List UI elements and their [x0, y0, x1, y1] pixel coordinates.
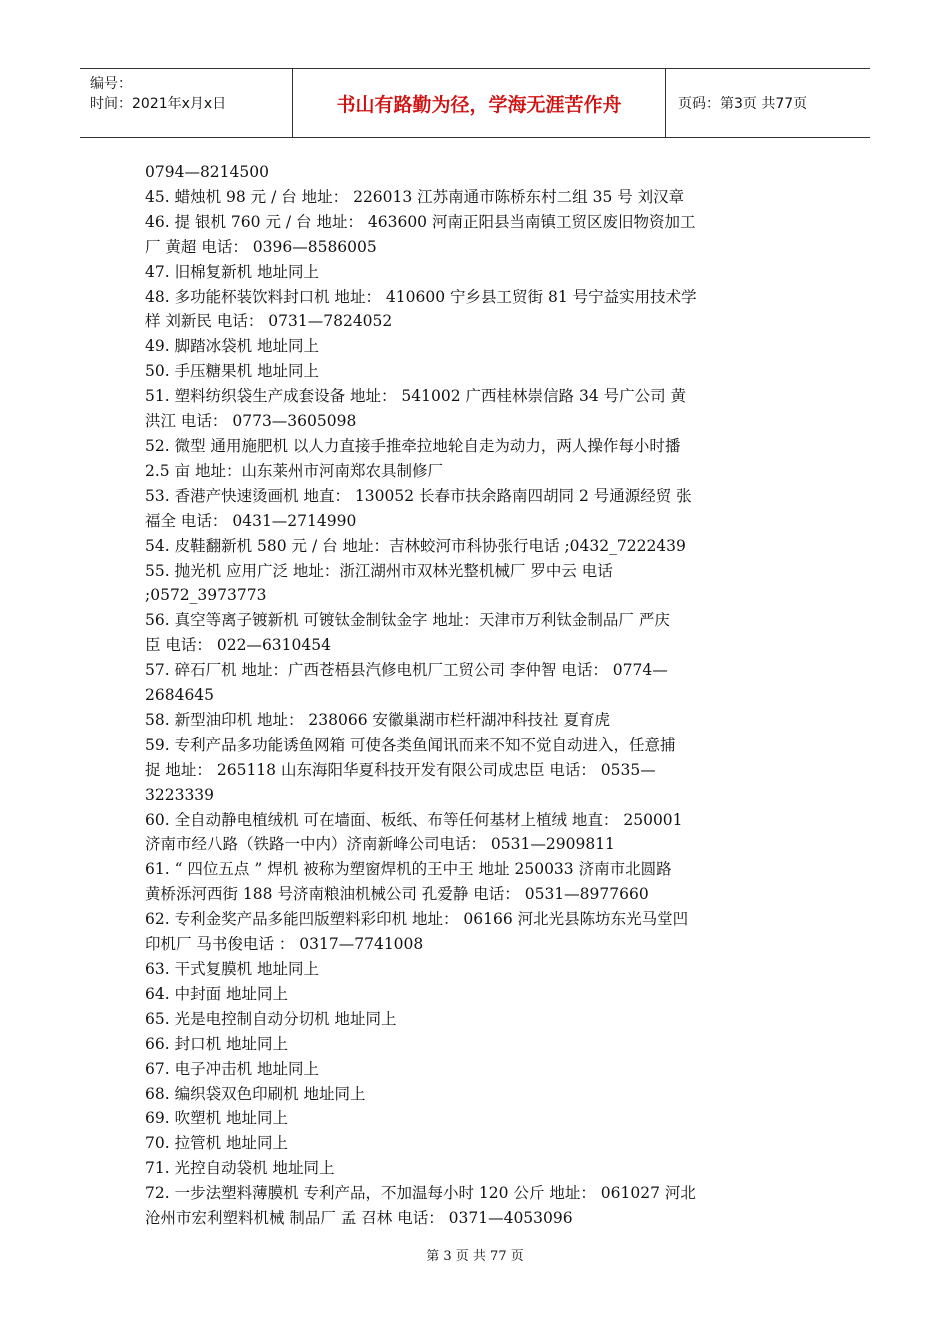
text-line: 福全 电话： 0431—2714990	[145, 511, 357, 530]
text-line: 47. 旧棉复新机 地址同上	[145, 262, 320, 281]
text-line: 样 刘新民 电话： 0731—7824052	[145, 312, 393, 331]
text-line: 58. 新型油印机 地址： 238066 安徽巢湖市栏杆湖冲科技社 夏育虎	[145, 710, 610, 729]
text-line: ;0572_3973773	[145, 586, 267, 605]
text-line: 56. 真空等离子镀新机 可镀钛金制钛金字 地址：天津市万利钛金制品厂 严庆	[145, 611, 670, 630]
header-page-info: 页码：第3页 共77页	[678, 96, 808, 112]
text-line: 臣 电话： 022—6310454	[145, 636, 331, 655]
text-line: 0794—8214500	[145, 163, 269, 181]
text-line: 63. 干式复膜机 地址同上	[145, 960, 320, 978]
text-line: 55. 抛光机 应用广泛 地址：浙江湖州市双林光整机械厂 罗中云 电话	[145, 561, 613, 580]
text-line: 64. 中封面 地址同上	[145, 984, 289, 1003]
text-line: 黄桥泺河西街 188 号济南粮油机械公司 孔爱静 电话： 0531—8977660	[145, 885, 649, 904]
text-line: 54. 皮鞋翻新机 580 元 / 台 地址：吉林蛟河市科协张行电话 ;0432_7222439	[145, 536, 686, 555]
text-line: 2684645	[145, 686, 215, 705]
page-header	[80, 68, 870, 138]
document-number-label: 编号：	[90, 76, 132, 92]
text-line: 52. 微型 通用施肥机 以人力直接手推牵拉地轮自走为动力，两人操作每小时播	[145, 436, 681, 455]
text-line: 69. 吹塑机 地址同上	[145, 1109, 289, 1128]
text-line: 62. 专利金奖产品多能凹版塑料彩印机 地址： 06166 河北光县陈坊东光马堂凹	[145, 910, 689, 929]
page-footer: 第 3 页 共 77 页	[426, 1249, 524, 1264]
text-line: 洪江 电话： 0773—3605098	[145, 412, 357, 431]
text-line: 3223339	[145, 785, 215, 804]
text-line: 济南市经八路（铁路一中内）济南新峰公司电话： 0531—2909811	[145, 835, 615, 854]
text-line: 45. 蜡烛机 98 元 / 台 地址： 226013 江苏南通市陈桥东村二组 35 号 刘汉章	[145, 187, 685, 206]
text-line: 捉 地址： 265118 山东海阳华夏科技开发有限公司成忠臣 电话： 0535—	[145, 760, 656, 779]
text-line: 61. “ 四位五点 ” 焊机 被称为塑窗焊机的王中王 地址 250033 济南市北圆路	[145, 860, 672, 879]
text-line: 厂 黄超 电话： 0396—8586005	[145, 237, 377, 256]
text-line: 67. 电子冲击机 地址同上	[145, 1059, 320, 1078]
header-left-cell	[80, 69, 292, 137]
text-line: 印机厂 马书俊电话 ： 0317—7741008	[145, 935, 424, 954]
text-line: 51. 塑料纺织袋生产成套设备 地址： 541002 广西桂林崇信路 34 号广公司 黄	[145, 387, 687, 406]
document-body	[145, 160, 813, 1231]
text-line: 46. 提 银机 760 元 / 台 地址： 463600 河南正阳县当南镇工贸区废旧物资加工	[145, 212, 696, 231]
header-motto: 书山有路勤为径，学海无涯苦作舟	[292, 69, 666, 137]
text-line: 2.5 亩 地址：山东莱州市河南郑农具制修厂	[145, 461, 444, 480]
text-line: 66. 封口机 地址同上	[145, 1034, 289, 1053]
text-line: 48. 多功能杯装饮料封口机 地址： 410600 宁乡县工贸街 81 号宁益实用技术学	[145, 287, 697, 306]
text-line: 57. 碎石厂机 地址：广西苍梧县汽修电机厂工贸公司 李仲智 电话： 0774—	[145, 661, 668, 680]
text-line: 60. 全自动静电植绒机 可在墙面、板纸、布等任何基材上植绒 地直： 250001	[145, 810, 683, 829]
text-line: 71. 光控自动袋机 地址同上	[145, 1159, 335, 1178]
document-time-label: 时间：2021年x月x日	[90, 96, 227, 112]
text-line: 65. 光是电控制自动分切机 地址同上	[145, 1009, 397, 1028]
text-line: 49. 脚踏冰袋机 地址同上	[145, 337, 320, 356]
text-line: 70. 拉管机 地址同上	[145, 1134, 289, 1153]
text-line: 68. 编织袋双色印刷机 地址同上	[145, 1084, 366, 1103]
text-line: 59. 专利产品多功能诱鱼网箱 可使各类鱼闻讯而来不知不觉自动进入，任意捕	[145, 735, 676, 754]
text-line: 50. 手压糖果机 地址同上	[145, 362, 320, 381]
text-line: 沧州市宏利塑料机械 制品厂 孟 召林 电话： 0371—4053096	[145, 1209, 573, 1228]
text-line: 53. 香港产快速烫画机 地直： 130052 长春市扶余路南四胡同 2 号通源经贸 张	[145, 486, 692, 505]
text-line: 72. 一步法塑料薄膜机 专利产品，不加温每小时 120 公斤 地址： 061027 河北	[145, 1184, 696, 1203]
